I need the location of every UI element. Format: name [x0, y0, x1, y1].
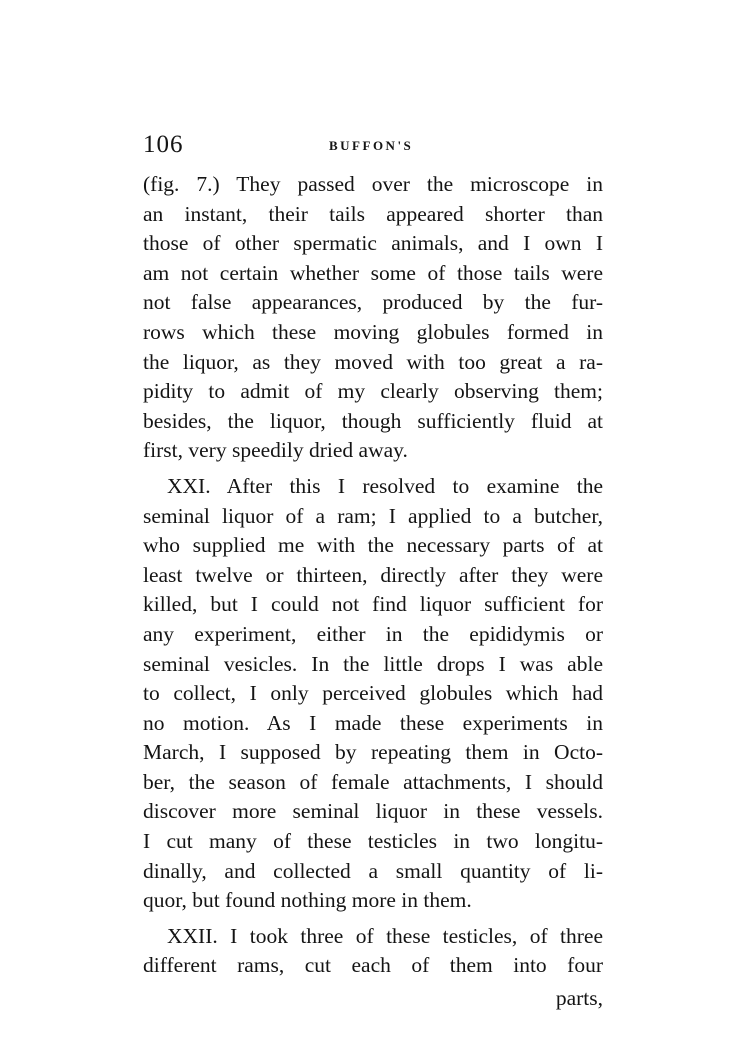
text-line: to collect, I only perceived globules which had — [143, 681, 603, 706]
paragraph-xxii — [143, 922, 603, 981]
text-line: pidity to admit of my clearly observing them; — [143, 379, 603, 404]
running-title: BUFFON'S — [329, 138, 414, 153]
text-line: no motion. As I made these experiments in — [143, 710, 603, 735]
text-line: first, very speedily dried away. — [143, 438, 408, 463]
text-line: I cut many of these testicles in two longitu- — [143, 829, 603, 854]
text-line: an instant, their tails appeared shorter than — [143, 201, 603, 226]
text-line: different rams, cut each of them into four — [143, 953, 603, 978]
text-line: killed, but I could not find liquor sufficient for — [143, 592, 603, 617]
text-line: least twelve or thirteen, directly after they were — [143, 562, 603, 587]
text-line: seminal vesicles. In the little drops I was able — [143, 651, 603, 676]
text-line: the liquor, as they moved with too great a ra- — [143, 349, 603, 374]
body-text — [143, 170, 603, 981]
text-line: any experiment, either in the epididymis or — [143, 621, 603, 646]
paragraph-continuation — [143, 170, 603, 466]
text-line: XXI. After this I resolved to examine the — [167, 473, 603, 498]
text-line: (fig. 7.) They passed over the microscope in — [143, 172, 603, 196]
catchword: parts, — [555, 986, 603, 1010]
text-line: XXII. I took three of these testicles, of three — [167, 923, 603, 948]
text-line: ber, the season of female attachments, I should — [143, 769, 603, 794]
text-line: those of other spermatic animals, and I own I — [143, 231, 603, 256]
text-line: not false appearances, produced by the fur- — [143, 290, 603, 315]
running-head — [143, 130, 603, 164]
text-line: March, I supposed by repeating them in Octo- — [143, 740, 603, 765]
text-line: who supplied me with the necessary parts of at — [143, 533, 603, 558]
text-line: dinally, and collected a small quantity of li- — [143, 858, 603, 883]
text-line: discover more seminal liquor in these vessels. — [143, 799, 603, 824]
paragraph-xxi — [143, 472, 603, 916]
text-line: seminal liquor of a ram; I applied to a butcher, — [143, 503, 603, 528]
text-line: besides, the liquor, though sufficiently fluid at — [143, 408, 603, 433]
text-line: rows which these moving globules formed in — [143, 319, 603, 344]
text-line: quor, but found nothing more in them. — [143, 888, 472, 913]
text-line: am not certain whether some of those tails were — [143, 260, 603, 285]
page-number: 106 — [143, 131, 184, 158]
